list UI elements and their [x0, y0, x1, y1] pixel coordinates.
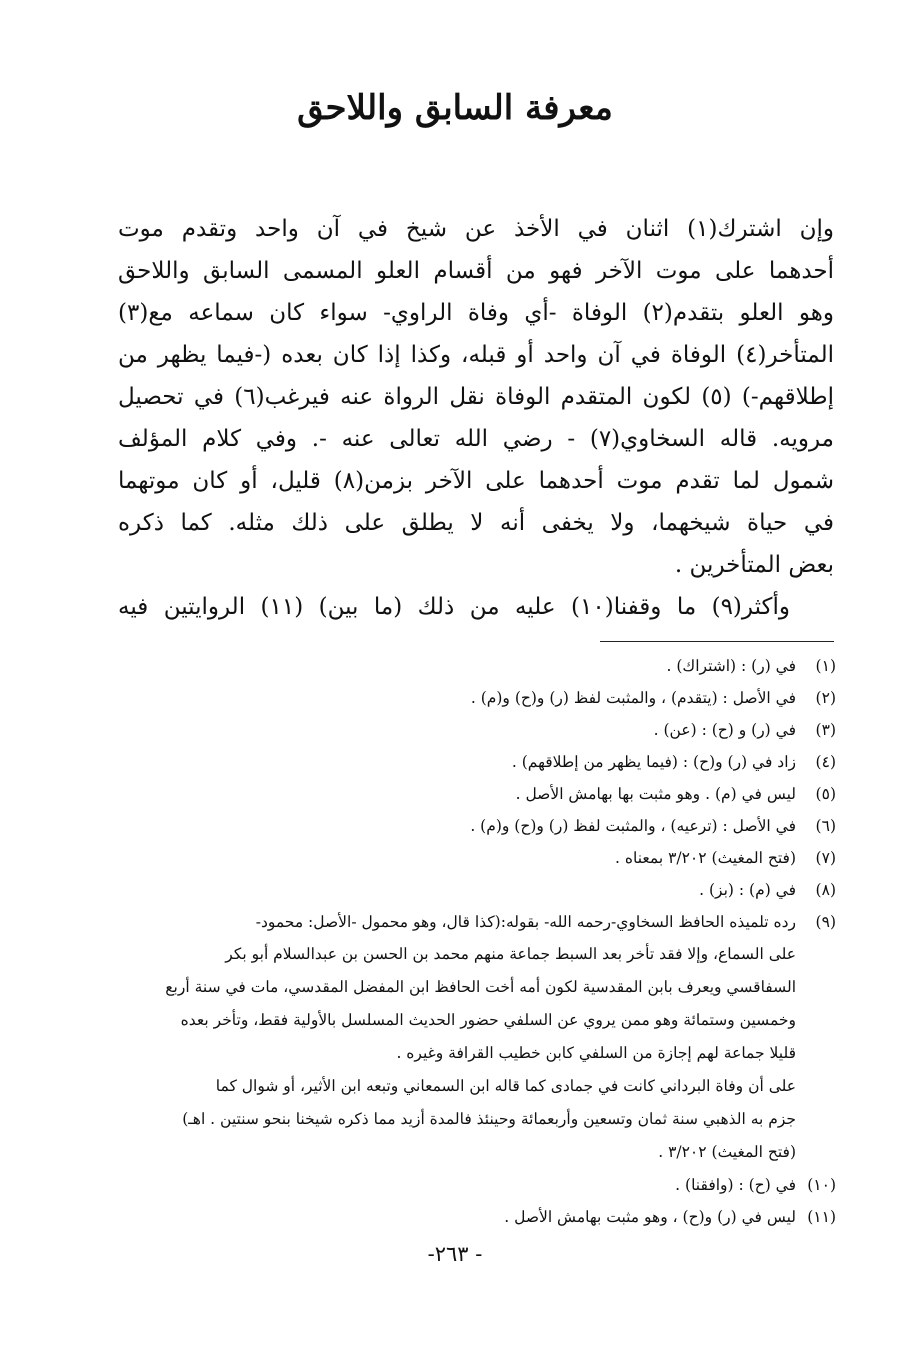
footnote-text: زاد في (ر) و(ح) : (فيما يظهر من إطلاقهم) .	[511, 753, 796, 771]
text-line: وأكثر(٩) ما وقفنا(١٠) عليه من ذلك (ما بين) (١١) الروايتين فيه	[118, 594, 790, 620]
footnote-number: (٤)	[815, 753, 836, 771]
footnote-text: في الأصل : (يتقدم) ، والمثبت لفظ (ر) و(ح) و(م) .	[470, 689, 796, 707]
footnote-text: في (ر) : (اشتراك) .	[666, 657, 796, 675]
footnote-text: في الأصل : (ترعيه) ، والمثبت لفظ (ر) و(ح) و(م) .	[470, 817, 796, 835]
footnote-number: (٦)	[815, 817, 836, 835]
footnote	[112, 874, 836, 906]
footnote-text: في (ح) : (وافقنا) .	[675, 1176, 796, 1194]
footnote	[112, 714, 836, 746]
footnote-continuation: على السماع، وإلا فقد تأخر بعد السبط جماعة منهم محمد بن الحسن بن عبدالسلام أبو بكر	[225, 945, 796, 963]
footnotes	[112, 650, 836, 1233]
footnote-continuation: وخمسين وستمائة وهو ممن يروي عن السلفي حضور الحديث المسلسل بالأولية فقط، وتأخر بعده	[180, 1011, 796, 1029]
footnote-separator	[600, 641, 834, 642]
footnote-text: ليس في (م) . وهو مثبت بها بهامش الأصل .	[515, 785, 796, 803]
text-line: مرويه. قاله السخاوي(٧) - رضي الله تعالى عنه -. وفي كلام المؤلف	[118, 426, 834, 452]
footnote-number: (٢)	[815, 689, 836, 707]
footnote	[112, 650, 836, 682]
footnote-number: (٥)	[815, 785, 836, 803]
footnote-number: (١١)	[807, 1208, 836, 1226]
footnote	[112, 682, 836, 714]
text-line: إطلاقهم-) (٥) لكون المتقدم الوفاة نقل الرواة عنه فيرغب(٦) في تحصيل	[118, 384, 834, 410]
footnote-text: رده تلميذه الحافظ السخاوي-رحمه الله- بقوله:(كذا قال، وهو محمول -الأصل: محمود-	[255, 913, 796, 931]
footnote-text: ليس في (ر) و(ح) ، وهو مثبت بهامش الأصل .	[504, 1208, 796, 1226]
footnote-text: في (ر) و (ح) : (عن) .	[653, 721, 796, 739]
main-text	[118, 208, 834, 628]
footnote-continuation: على أن وفاة البرداني كانت في جمادى كما قاله ابن السمعاني وتبعه ابن الأثير، أو شوال كما	[215, 1077, 796, 1095]
page-number: - ٢٦٣-	[427, 1242, 483, 1266]
footnote-number: (١٠)	[807, 1176, 836, 1194]
footnote-text: (فتح المغيث) ٣/٢٠٢ بمعناه .	[615, 849, 796, 867]
text-line: المتأخر(٤) الوفاة في آن واحد أو قبله، وكذا إذا كان بعده (-فيما يظهر من	[118, 342, 834, 368]
footnote-continuation: السفاقسي ويعرف بابن المقدسية لكون أمه أخت الحافظ ابن المفضل المقدسي، مات في سنة أربع	[165, 978, 796, 996]
text-line: بعض المتأخرين .	[674, 552, 834, 578]
footnote-number: (٧)	[815, 849, 836, 867]
text-line: وإن اشترك(١) اثنان في الأخذ عن شيخ في آن واحد وتقدم موت	[118, 216, 834, 242]
page-title: معرفة السابق واللاحق	[297, 88, 613, 128]
footnote	[112, 810, 836, 842]
footnote-continuation: جزم به الذهبي سنة ثمان وتسعين وأربعمائة وحينئذ فالمدة أزيد مما ذكره شيخنا بنحو سنتين . اهـ)	[182, 1110, 796, 1128]
text-line: وهو العلو بتقدم(٢) الوفاة -أي وفاة الراوي- سواء كان سماعه مع(٣)	[118, 300, 834, 326]
footnote-number: (١)	[815, 657, 836, 675]
text-line: شمول لما تقدم موت أحدهما على الآخر بزمن(٨) قليل، أو كان موتهما	[118, 468, 834, 494]
footnote-text: في (م) : (بز) .	[699, 881, 796, 899]
footnote	[112, 842, 836, 874]
text-line: في حياة شيخهما، ولا يخفى أنه لا يطلق على ذلك مثله. كما ذكره	[118, 510, 834, 536]
footnote	[112, 906, 836, 938]
footnote	[112, 778, 836, 810]
text-line: أحدهما على موت الآخر فهو من أقسام العلو المسمى السابق واللاحق	[118, 258, 834, 284]
footnote	[112, 1201, 836, 1233]
footnote	[112, 746, 836, 778]
footnote-continuation: (فتح المغيث) ٣/٢٠٢ .	[658, 1143, 796, 1161]
footnote-number: (٨)	[815, 881, 836, 899]
footnote-number: (٣)	[815, 721, 836, 739]
footnote-number: (٩)	[815, 913, 836, 931]
footnote	[112, 1169, 836, 1201]
footnote-continuation: قليلا جماعة لهم إجازة من السلفي كابن خطيب القرافة وغيره .	[396, 1044, 796, 1062]
